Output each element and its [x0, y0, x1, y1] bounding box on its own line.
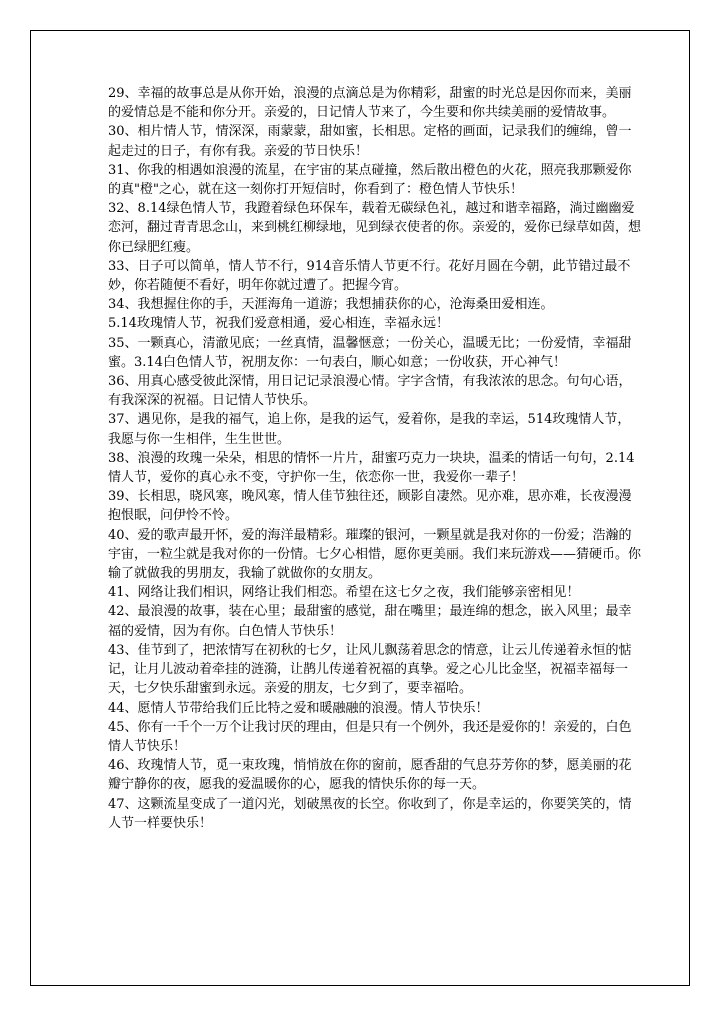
paragraph-41: 41、网络让我们相识，网络让我们相恋。希望在这七夕之夜，我们能够亲密相见！ — [108, 585, 580, 601]
paragraph-46: 46、玫瑰情人节，觅一束玫瑰，悄悄放在你的窗前，愿香甜的气息芬芳你的梦，愿美丽的花瓣宁静你的夜，愿我的爱温暖你的心，愿我的情快乐你的每一天。 — [108, 758, 632, 793]
paragraph-35: 35、一颗真心，清澈见底；一丝真情，温馨惬意；一份关心，温暖无比；一份爱情，幸福甜蜜。3.14白色情人节，祝朋友你：一句表白，顺心如意；一份收获，开心神气！ — [108, 335, 632, 370]
paragraph-31: 31、你我的相遇如浪漫的流星，在宇宙的某点碰撞，然后散出橙色的火花，照亮我那颗爱你的真"橙"之心，就在这一刻你打开短信时，你看到了：橙色情人节快乐！ — [108, 162, 632, 198]
paragraph-29: 29、幸福的故事总是从你开始，浪漫的点滴总是为你精彩，甜蜜的时光总是因你而来，美丽的爱情总是不能和你分开。亲爱的，日记情人节来了，今生要和你共续美丽的爱情故事。 — [108, 86, 632, 121]
paragraph-44: 44、愿情人节带给我们丘比特之爱和暖融融的浪漫。情人节快乐！ — [108, 700, 489, 716]
paragraph-42: 42、最浪漫的故事，装在心里；最甜蜜的感觉，甜在嘴里；最连绵的想念，嵌入风里；最幸福的爱情，因为有你。白色情人节快乐！ — [108, 604, 632, 639]
document-body — [108, 84, 642, 833]
paragraph-43: 43、佳节到了，把浓情写在初秋的七夕，让风儿飘荡着思念的情意，让云儿传递着永恒的惦记，让月儿波动着牵挂的涟漪，让鹊儿传递着祝福的真挚。爱之心儿比金坚，祝福幸福每一天，七夕快乐甜蜜到永远。亲爱的朋友，七夕到了，要幸福哈。 — [108, 642, 632, 697]
paragraph-36: 36、用真心感受彼此深情，用日记记录浪漫心情。字字含情，有我浓浓的思念。句句心语，有我深深的祝福。日记情人节快乐。 — [108, 374, 632, 409]
paragraph-37: 37、遇见你，是我的福气，追上你，是我的运气，爱着你，是我的幸运，514玫瑰情人节，我愿与你一生相伴，生生世世。 — [108, 412, 631, 447]
paragraph-30: 30、相片情人节，情深深，雨蒙蒙，甜如蜜，长相思。定格的画面，记录我们的缠绵，曾一起走过的日子，有你有我。亲爱的节日快乐！ — [108, 124, 632, 159]
paragraph-45: 45、你有一千个一万个让我讨厌的理由，但是只有一个例外，我还是爱你的！亲爱的，白色情人节快乐！ — [108, 719, 632, 754]
paragraph-34-continued: 5.14玫瑰情人节，祝我们爱意相通，爱心相连，幸福永远！ — [108, 316, 449, 332]
paragraph-47: 47、这颗流星变成了一道闪光，划破黑夜的长空。你收到了，你是幸运的，你要笑笑的，情人节一样要快乐！ — [108, 796, 632, 831]
paragraph-39: 39、长相思，晓风寒，晚风寒，情人佳节独往还，顾影自凄然。见亦难，思亦难，长夜漫漫抱恨眠，问伊怜不怜。 — [108, 489, 632, 524]
paragraph-33: 33、日子可以简单，情人节不行，914音乐情人节更不行。花好月圆在今朝，此节错过最不妙，你若随便不看好，明年你就过遭了。把握今宵。 — [108, 258, 631, 294]
paragraph-32: 32、8.14绿色情人节，我蹬着绿色环保车，载着无碳绿色礼，越过和谐幸福路，淌过幽幽爱恋河，翻过青青思念山，来到桃红柳绿地，见到绿衣使者的你。亲爱的，爱你已绿草如茵，想你已绿肥红瘦。 — [108, 201, 642, 255]
paragraph-40: 40、爱的歌声最开怀，爱的海洋最精彩。璀璨的银河，一颗星就是我对你的一份爱；浩瀚的宇宙，一粒尘就是我对你的一份情。七夕心相惜，愿你更美丽。我们来玩游戏——猜硬币。你输了就做我的男朋友，我输了就做你的女朋友。 — [108, 527, 642, 582]
paragraph-34: 34、我想握住你的手，天涯海角一道游；我想捕获你的心，沧海桑田爱相连。 — [108, 297, 554, 313]
paragraph-38: 38、浪漫的玫瑰一朵朵，相思的情怀一片片，甜蜜巧克力一块块，温柔的情话一句句，2.14情人节，爱你的真心永不变，守护你一生，依恋你一世，我爱你一辈子！ — [108, 450, 635, 486]
